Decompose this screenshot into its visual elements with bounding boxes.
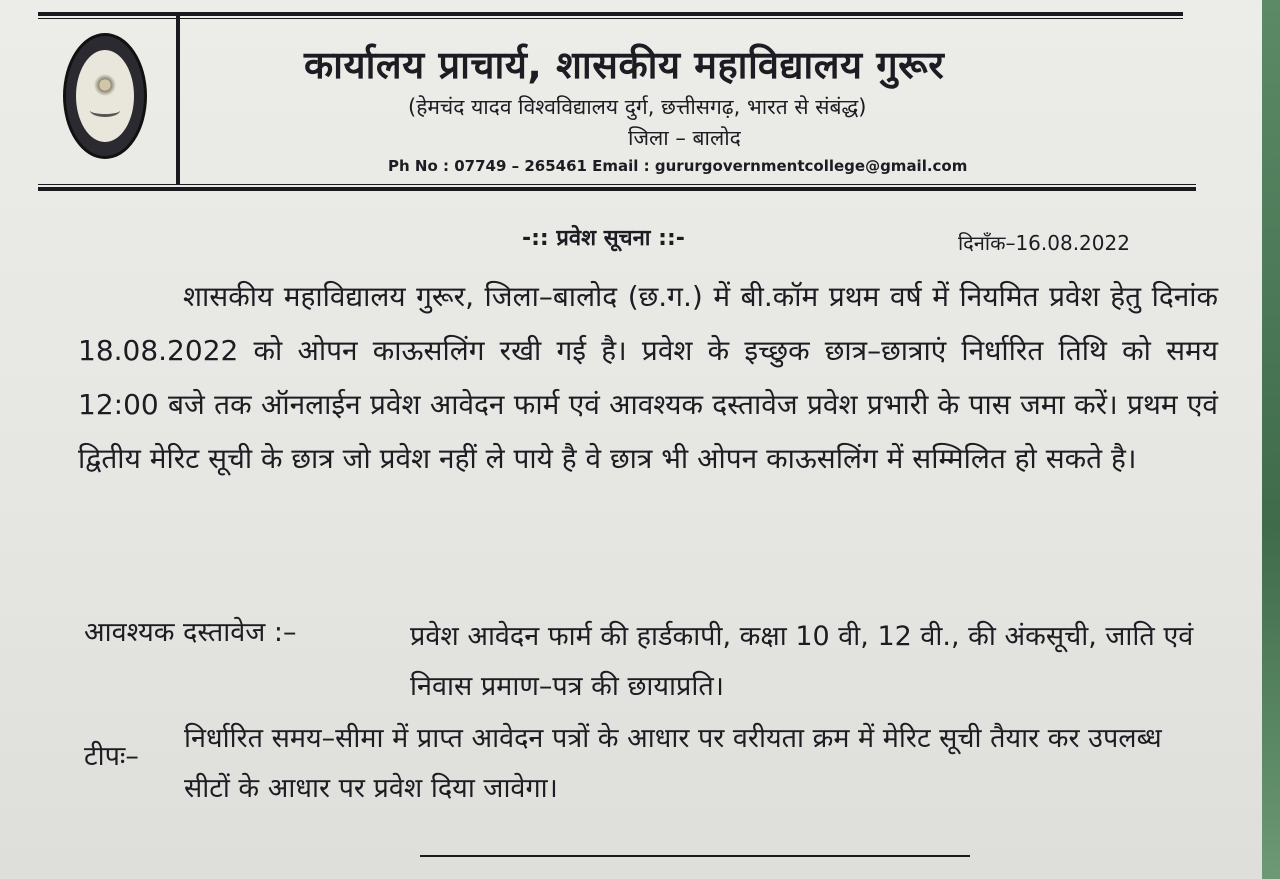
- district-line: जिला – बालोद: [628, 126, 741, 150]
- header-divider: [176, 16, 180, 184]
- documents-text: प्रवेश आवेदन फार्म की हार्डकापी, कक्षा 10 वी, 12 वी., की अंकसूची, जाति एवं निवास प्रमाण–पत्र की छायाप्रति।: [410, 621, 1194, 702]
- notice-heading: -:: प्रवेश सूचना ::-: [522, 226, 685, 251]
- office-title: कार्यालय प्राचार्य, शासकीय महाविद्यालय गुरूर: [304, 43, 945, 87]
- notice-body: शासकीय महाविद्यालय गुरूर, जिला–बालोद (छ.ग.) में बी.कॉम प्रथम वर्ष में नियमित प्रवेश हेतु दिनांक 18.08.2022 को ओपन काऊसलिंग रखी गई है। प्रवेश के इच्छुक छात्र–छात्राएं निर्धारित तिथि को समय 12:00 बजे तक ऑनलाईन प्रवेश आवेदन फार्म एवं आवश्यक दस्तावेज प्रवेश प्रभारी के पास जमा करें। प्रथम एवं द्वितीय मेरिट सूची के छात्र जो प्रवेश नहीं ले पाये है वे छात्र भी ओपन काऊसलिंग में सम्मिलित हो सकते है।: [78, 280, 1218, 475]
- header-top-rule: [38, 12, 1183, 16]
- tip-label: टीपः–: [84, 741, 139, 772]
- signature-line: [420, 855, 970, 857]
- seal-inner: [76, 50, 134, 142]
- header-bottom-rule-thin: [38, 184, 1196, 185]
- documents-label: आवश्यक दस्तावेज :–: [84, 617, 297, 648]
- book-emblem-icon: [90, 104, 120, 117]
- contact-line: Ph No : 07749 – 265461 Email : gururgovernmentcollege@gmail.com: [388, 157, 968, 175]
- college-seal-logo: [63, 33, 147, 159]
- notice-date: दिनाँक–16.08.2022: [958, 231, 1130, 255]
- header-top-rule-thin: [38, 18, 1183, 19]
- header-bottom-rule: [38, 187, 1196, 191]
- background-foliage: [1262, 0, 1280, 879]
- tip-text: निर्धारित समय–सीमा में प्राप्त आवेदन पत्रों के आधार पर वरीयता क्रम में मेरिट सूची तैयार कर उपलब्ध सीटों के आधार पर प्रवेश दिया जावेगा।: [184, 723, 1162, 804]
- affiliation-line: (हेमचंद यादव विश्वविद्यालय दुर्ग, छत्तीसगढ़, भारत से संबंद्ध): [408, 95, 867, 119]
- sun-emblem-icon: [92, 72, 118, 98]
